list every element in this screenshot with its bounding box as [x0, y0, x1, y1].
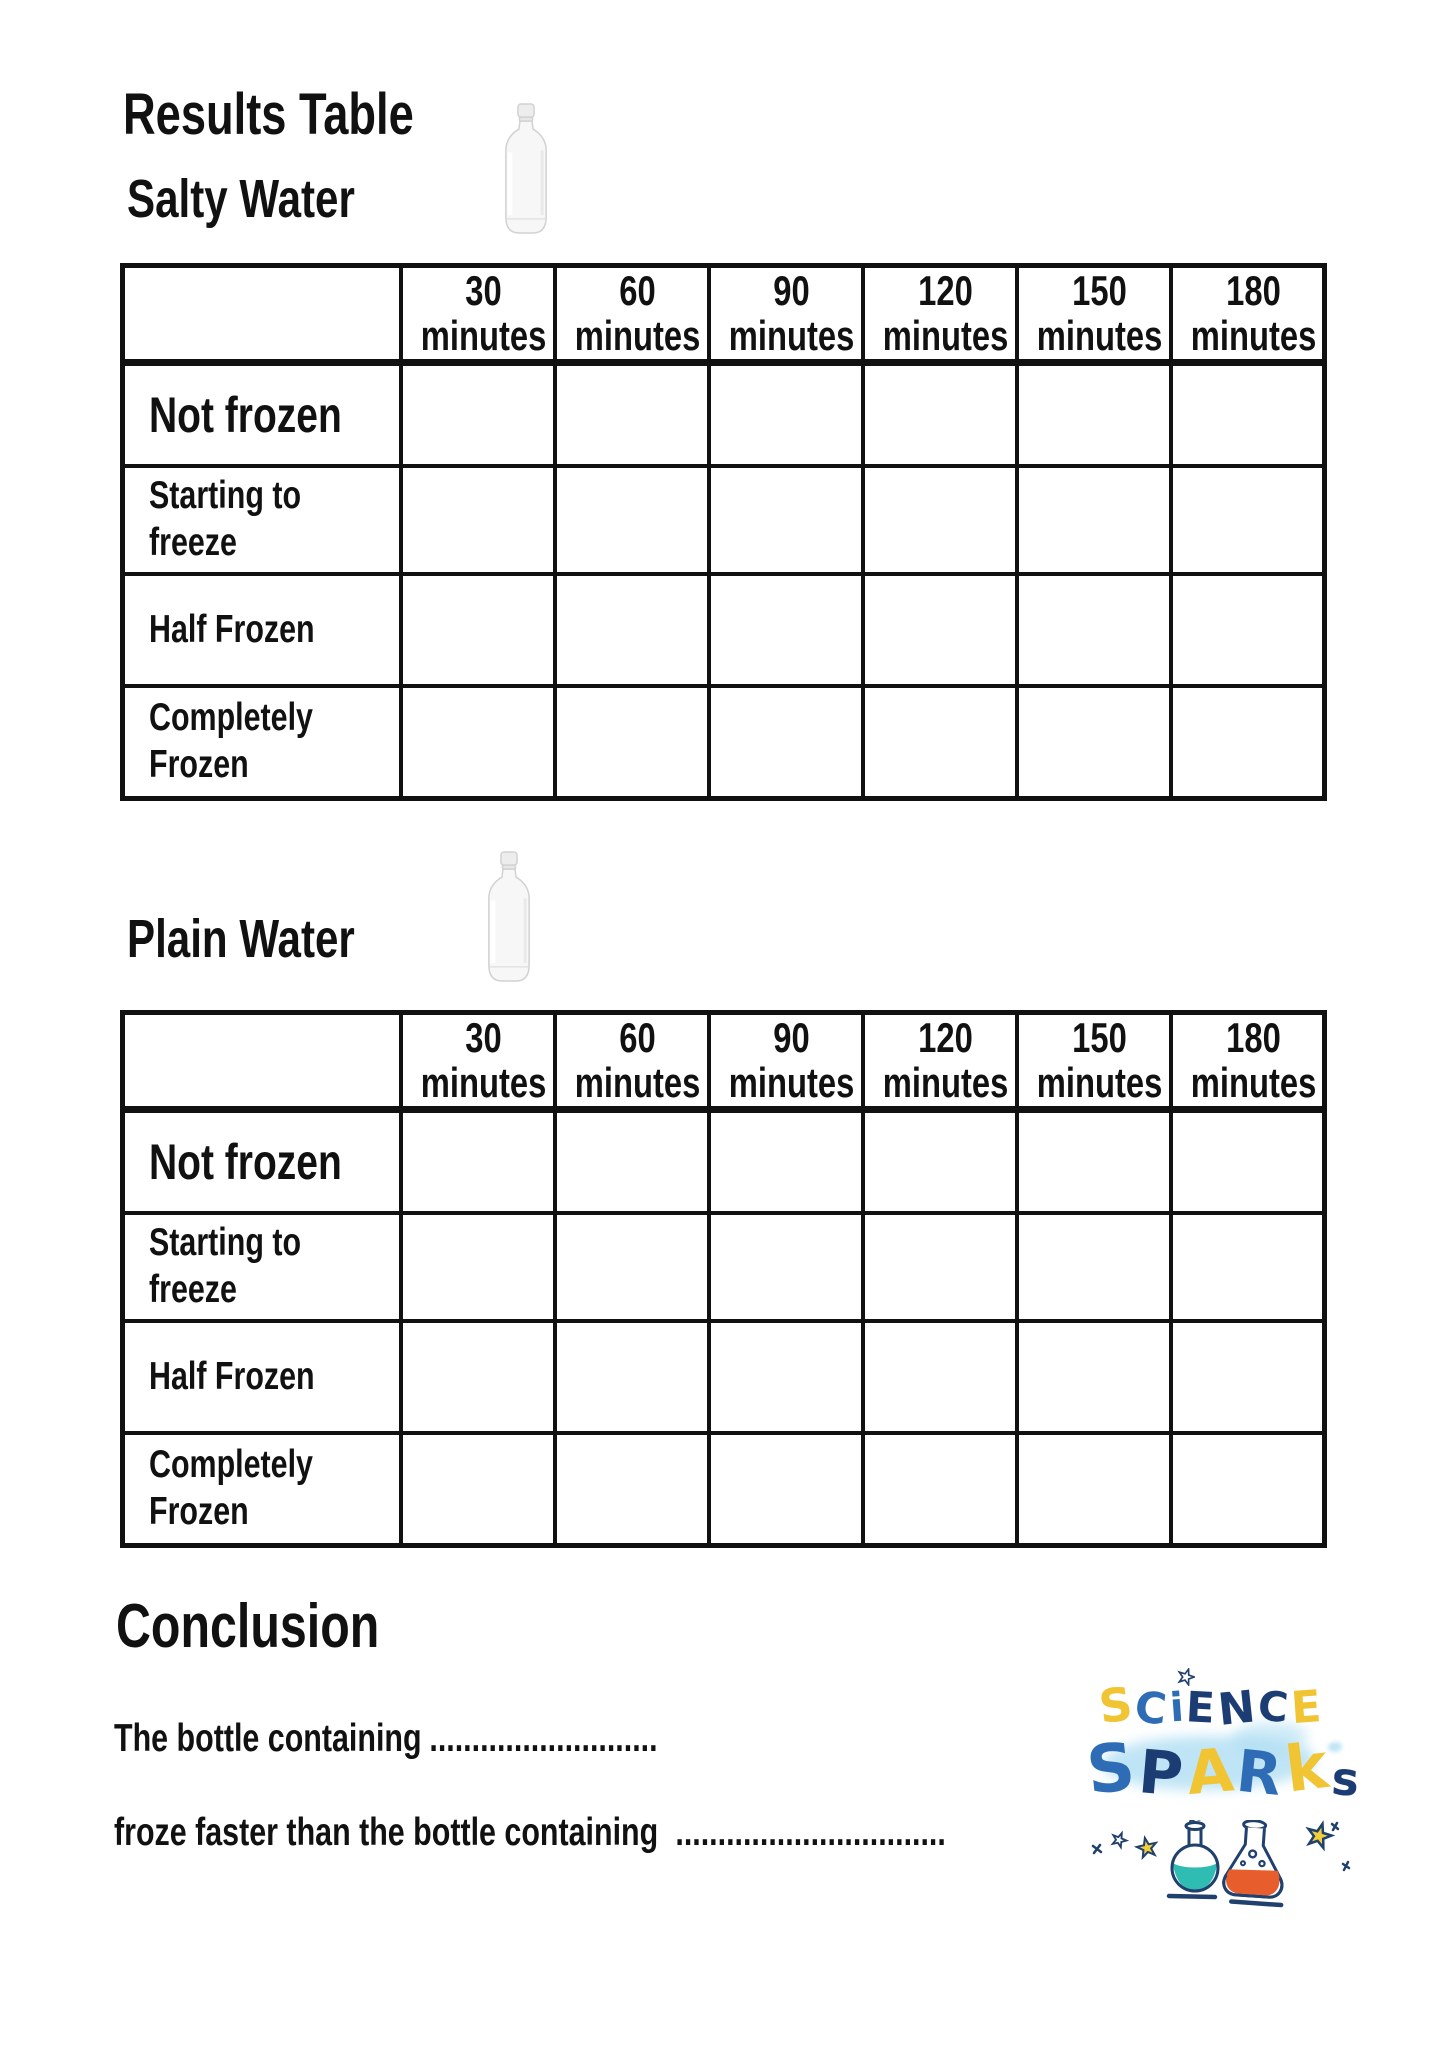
result-cell[interactable] — [555, 362, 709, 466]
result-cell[interactable] — [401, 1213, 555, 1321]
salty-water-bottle-image — [495, 102, 557, 239]
star-icon — [1135, 1836, 1158, 1858]
page-title: Results Table — [123, 82, 414, 147]
result-cell[interactable] — [1017, 466, 1171, 574]
result-cell[interactable] — [401, 362, 555, 466]
result-cell[interactable] — [709, 1213, 863, 1321]
col-header-120-minutes: 120 minutes — [863, 266, 1017, 363]
result-cell[interactable] — [401, 1109, 555, 1213]
col-header-60-minutes: 60 minutes — [555, 266, 709, 363]
result-cell[interactable] — [555, 1321, 709, 1433]
result-cell[interactable] — [863, 686, 1017, 798]
result-cell[interactable] — [709, 686, 863, 798]
result-cell[interactable] — [1171, 466, 1325, 574]
result-cell[interactable] — [1017, 1109, 1171, 1213]
logo-word-science: SCiENCE — [1099, 1682, 1324, 1729]
round-flask-icon — [1169, 1820, 1218, 1897]
result-cell[interactable] — [863, 466, 1017, 574]
result-cell[interactable] — [401, 686, 555, 798]
corner-cell — [123, 266, 401, 363]
corner-cell — [123, 1013, 401, 1110]
conical-flask-icon — [1222, 1820, 1286, 1905]
result-cell[interactable] — [1171, 574, 1325, 686]
result-cell[interactable] — [401, 466, 555, 574]
conclusion-sentence-1 — [114, 1719, 811, 1758]
result-cell[interactable] — [863, 1321, 1017, 1433]
star-icon — [1177, 1668, 1195, 1686]
result-cell[interactable] — [401, 574, 555, 686]
science-sparks-logo — [1083, 1675, 1385, 1990]
row-label-starting-to-freeze: Starting to freeze — [123, 466, 401, 574]
row-label-starting-to-freeze: Starting to freeze — [123, 1213, 401, 1321]
col-header-60-minutes: 60 minutes — [555, 1013, 709, 1110]
logo-word-sparks: SPARks — [1083, 1727, 1365, 1811]
conclusion-text-2: froze faster than the bottle containing — [114, 1811, 659, 1854]
result-cell[interactable] — [1017, 1433, 1171, 1545]
result-cell[interactable] — [1171, 362, 1325, 466]
row-label-half-frozen: Half Frozen — [123, 1321, 401, 1433]
result-cell[interactable] — [555, 1213, 709, 1321]
result-cell[interactable] — [555, 466, 709, 574]
result-cell[interactable] — [1171, 686, 1325, 798]
result-cell[interactable] — [401, 1433, 555, 1545]
star-icon — [1110, 1830, 1128, 1848]
col-header-90-minutes: 90 minutes — [709, 266, 863, 363]
result-cell[interactable] — [1017, 686, 1171, 798]
result-cell[interactable] — [555, 1109, 709, 1213]
result-cell[interactable] — [709, 362, 863, 466]
col-header-180-minutes: 180 minutes — [1171, 1013, 1325, 1110]
col-header-30-minutes: 30 minutes — [401, 1013, 555, 1110]
result-cell[interactable] — [863, 1433, 1017, 1545]
result-cell[interactable] — [555, 574, 709, 686]
result-cell[interactable] — [709, 1433, 863, 1545]
result-cell[interactable] — [863, 1109, 1017, 1213]
section-heading-plain-water: Plain Water — [127, 909, 355, 969]
conclusion-blank-1[interactable]: ........................... — [429, 1717, 658, 1760]
row-label-half-frozen: Half Frozen — [123, 574, 401, 686]
star-icon — [1305, 1821, 1334, 1850]
result-cell[interactable] — [1017, 574, 1171, 686]
conclusion-sentence-2 — [114, 1813, 1180, 1852]
conclusion-heading: Conclusion — [116, 1592, 380, 1661]
logo-flasks-and-stars — [1085, 1820, 1385, 1950]
plain-water-results-table — [120, 1010, 1327, 1548]
result-cell[interactable] — [1171, 1433, 1325, 1545]
row-label-completely-frozen: Completely Frozen — [123, 686, 401, 798]
row-label-completely-frozen: Completely Frozen — [123, 1433, 401, 1545]
result-cell[interactable] — [863, 1213, 1017, 1321]
col-header-180-minutes: 180 minutes — [1171, 266, 1325, 363]
result-cell[interactable] — [1171, 1213, 1325, 1321]
result-cell[interactable] — [1017, 362, 1171, 466]
row-label-not-frozen: Not frozen — [123, 1109, 401, 1213]
result-cell[interactable] — [555, 1433, 709, 1545]
col-header-150-minutes: 150 minutes — [1017, 266, 1171, 363]
plain-water-bottle-image — [476, 850, 542, 987]
result-cell[interactable] — [863, 362, 1017, 466]
result-cell[interactable] — [709, 574, 863, 686]
section-heading-salty-water: Salty Water — [127, 169, 355, 229]
result-cell[interactable] — [1017, 1213, 1171, 1321]
col-header-150-minutes: 150 minutes — [1017, 1013, 1171, 1110]
col-header-30-minutes: 30 minutes — [401, 266, 555, 363]
result-cell[interactable] — [709, 466, 863, 574]
result-cell[interactable] — [1171, 1109, 1325, 1213]
row-label-not-frozen: Not frozen — [123, 362, 401, 466]
result-cell[interactable] — [709, 1109, 863, 1213]
result-cell[interactable] — [1017, 1321, 1171, 1433]
result-cell[interactable] — [401, 1321, 555, 1433]
result-cell[interactable] — [709, 1321, 863, 1433]
conclusion-text-1: The bottle containing — [114, 1717, 422, 1760]
result-cell[interactable] — [863, 574, 1017, 686]
conclusion-blank-2[interactable]: ................................ — [675, 1811, 946, 1854]
salty-water-results-table — [120, 263, 1327, 801]
col-header-90-minutes: 90 minutes — [709, 1013, 863, 1110]
result-cell[interactable] — [1171, 1321, 1325, 1433]
col-header-120-minutes: 120 minutes — [863, 1013, 1017, 1110]
result-cell[interactable] — [555, 686, 709, 798]
